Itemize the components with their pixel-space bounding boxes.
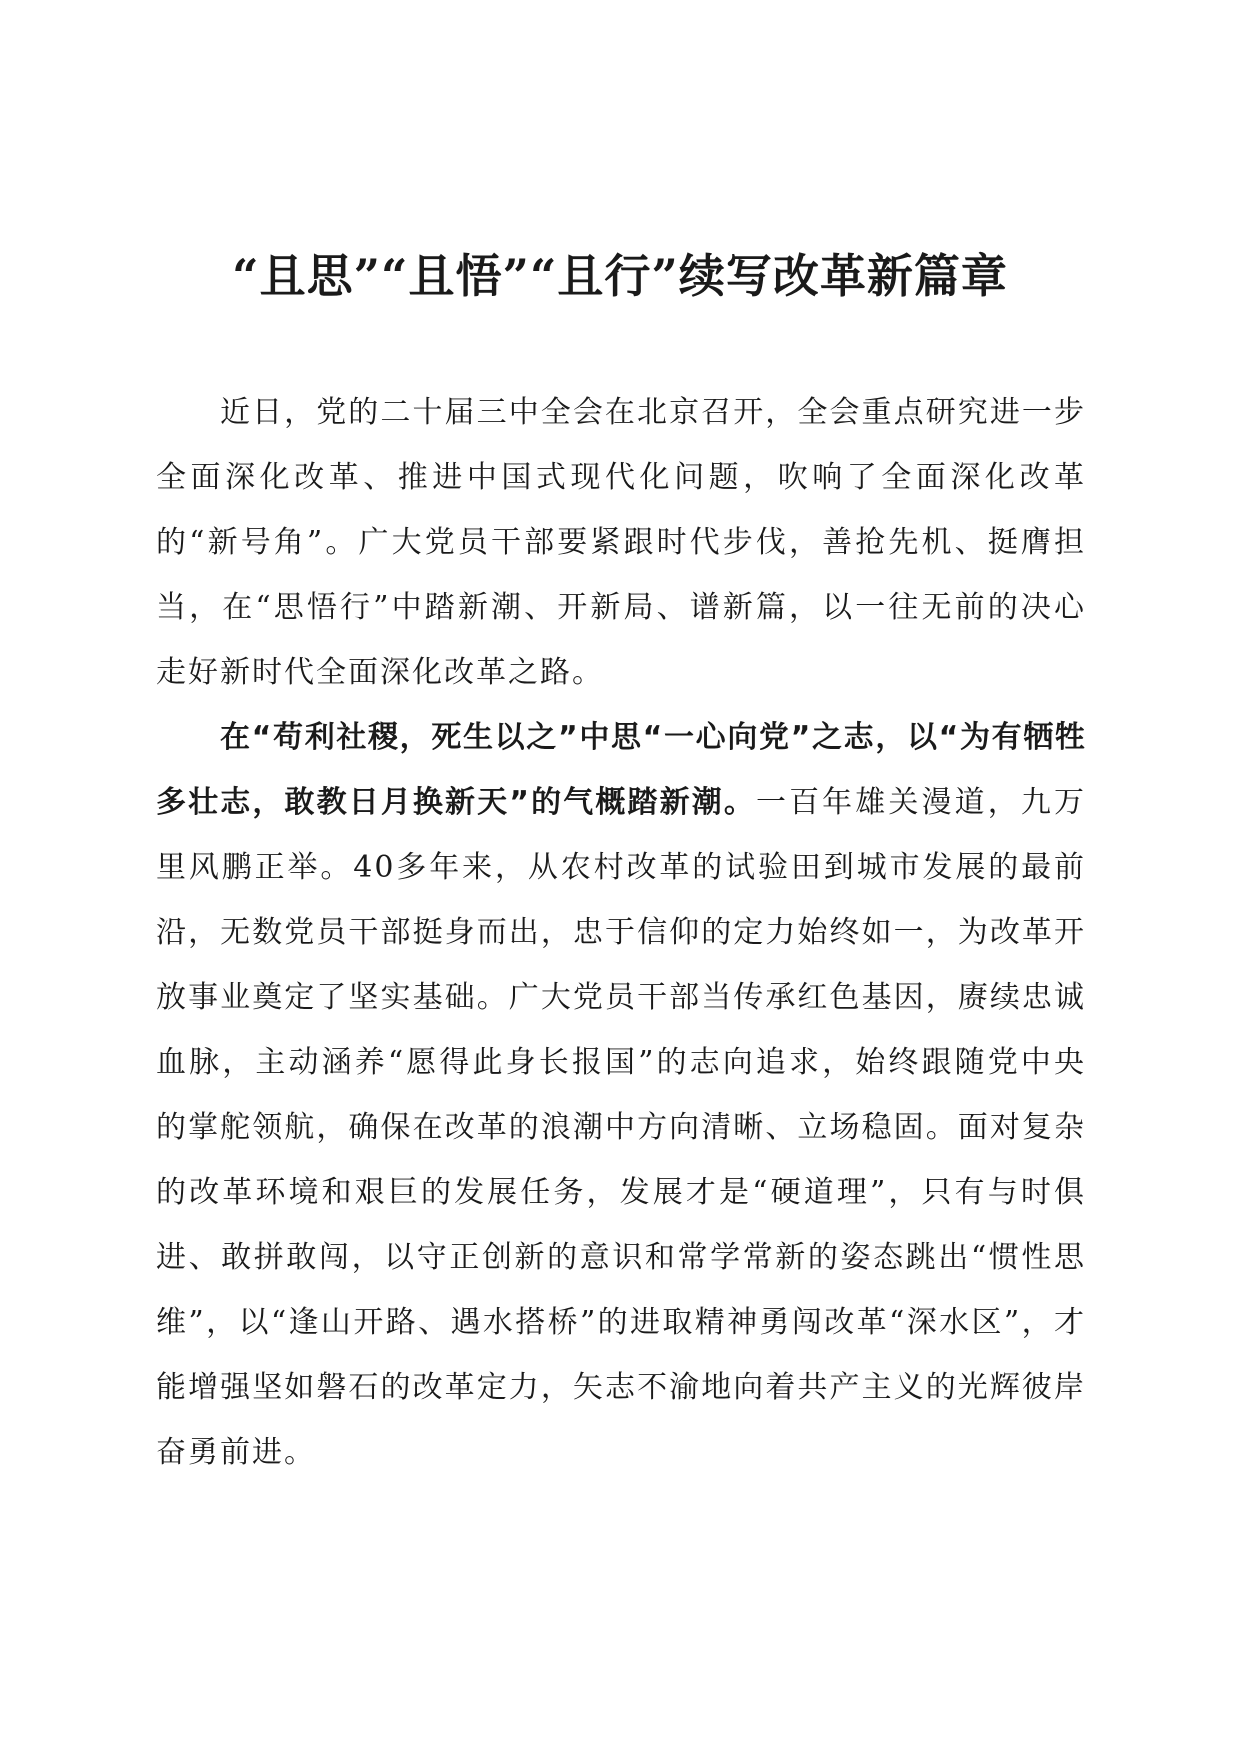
paragraph-lead-sentence: 在“苟利社稷，死生以之”中思“一心向党”之志，以“为有牺牲多壮志，敢教日月换新天”的气概踏新潮。 xyxy=(156,720,1086,820)
paragraph-text: 近日，党的二十届三中全会在北京召开，全会重点研究进一步全面深化改革、推进中国式现代化问题，吹响了全面深化改革的“新号角”。广大党员干部要紧跟时代步伐，善抢先机、挺膺担当，在“思悟行”中踏新潮、开新局、谱新篇，以一往无前的决心走好新时代全面深化改革之路。 xyxy=(156,395,1086,690)
document-title: “且思”“且悟”“且行”续写改革新篇章 xyxy=(232,249,1008,303)
paragraph-text: 一百年雄关漫道，九万里风鹏正举。40多年来，从农村改革的试验田到城市发展的最前沿，无数党员干部挺身而出，忠于信仰的定力始终如一，为改革开放事业奠定了坚实基础。广大党员干部当传承红色基因，赓续忠诚血脉，主动涵养“愿得此身长报国”的志向追求，始终跟随党中央的掌舵领航，确保在改革的浪潮中方向清晰、立场稳固。面对复杂的改革环境和艰巨的发展任务，发展才是“硬道理”，只有与时俱进、敢拼敢闯，以守正创新的意识和常学常新的姿态跳出“惯性思维”，以“逢山开路、遇水搭桥”的进取精神勇闯改革“深水区”，才能增强坚如磐石的改革定力，矢志不渝地向着共产主义的光辉彼岸奋勇前进。 xyxy=(156,785,1087,1470)
document-body xyxy=(156,380,1086,1485)
paragraph-intro xyxy=(156,380,1086,705)
paragraph-section-1 xyxy=(156,705,1086,1485)
